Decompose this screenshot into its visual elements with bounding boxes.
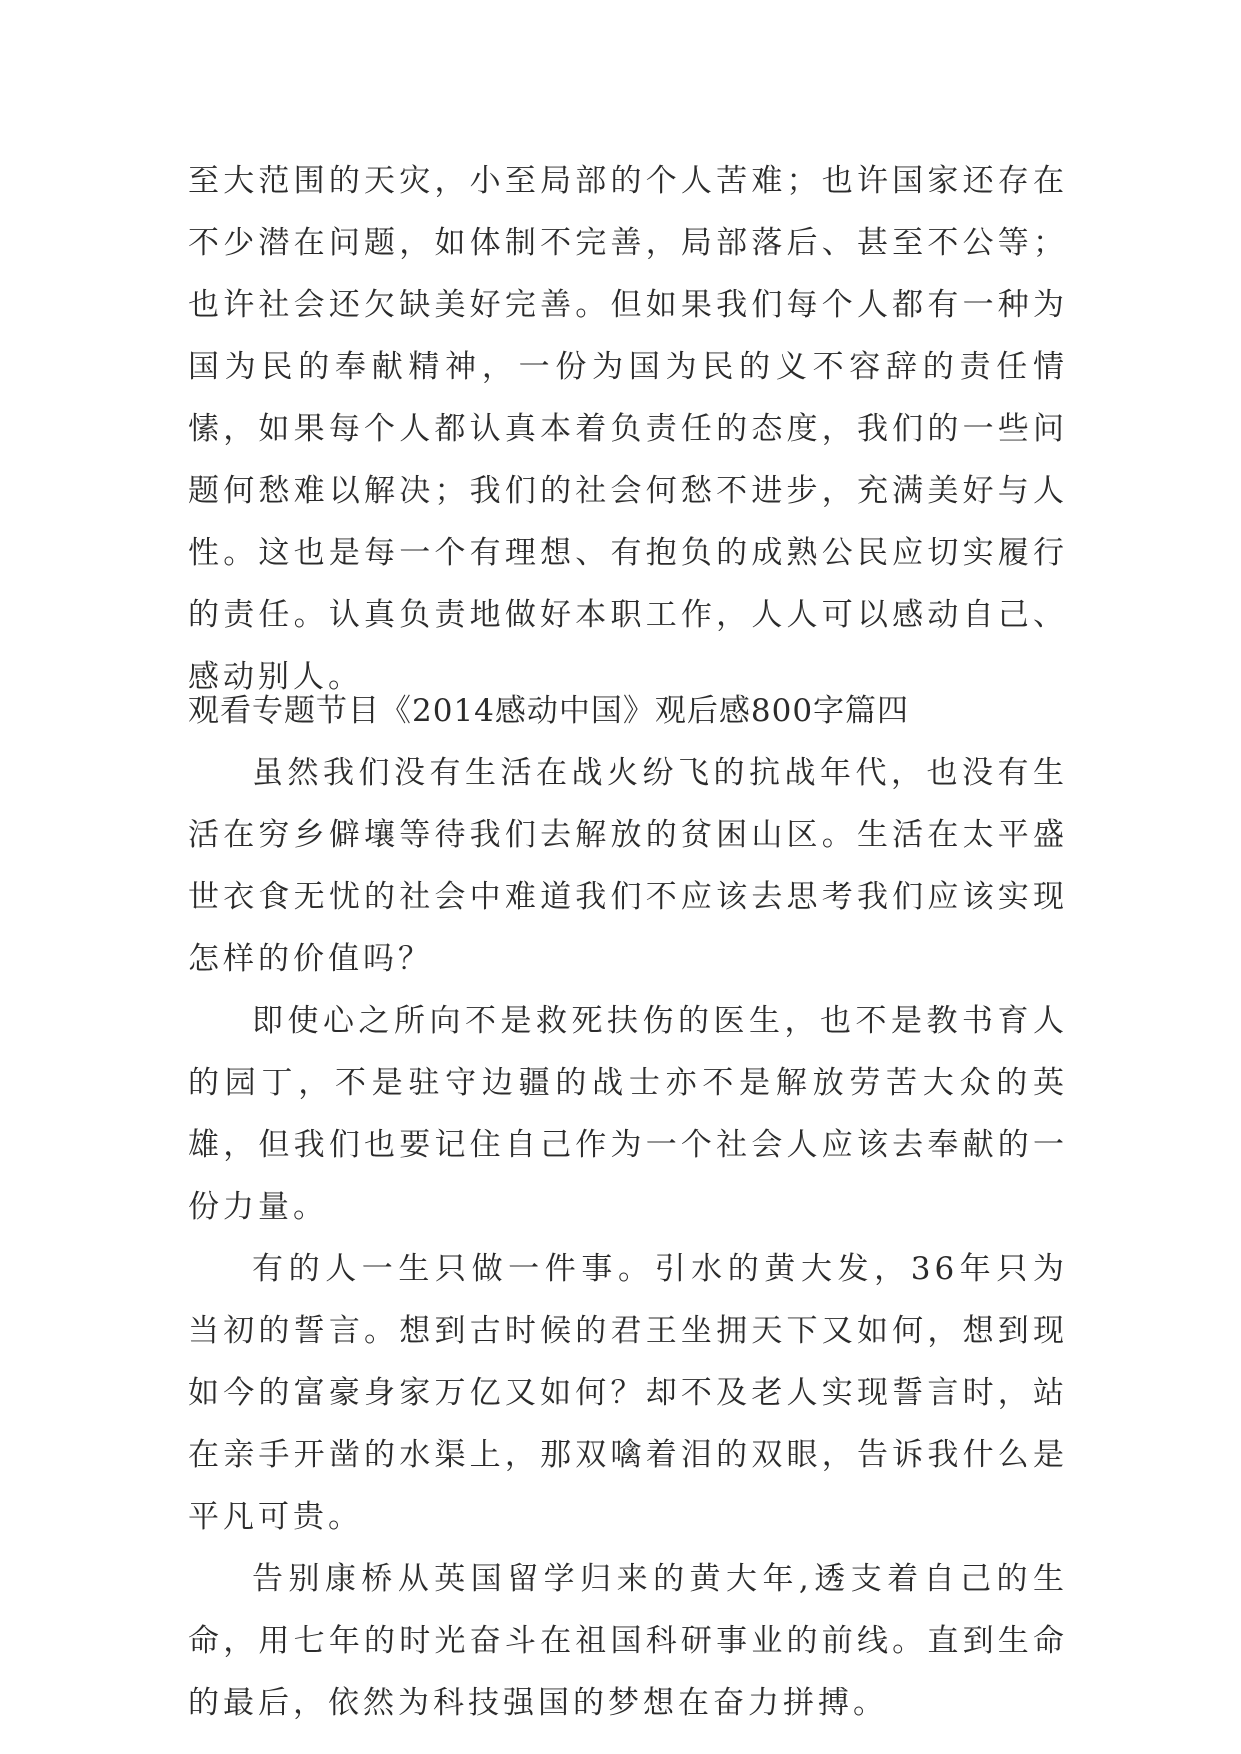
essay-section <box>188 680 1068 1734</box>
paragraph-1: 虽然我们没有生活在战火纷飞的抗战年代，也没有生活在穷乡僻壤等待我们去解放的贫困山区。生活在太平盛世衣食无忧的社会中难道我们不应该去思考我们应该实现怎样的价值吗？ <box>188 755 1068 977</box>
intro-paragraph: 至大范围的天灾，小至局部的个人苦难；也许国家还存在不少潜在问题，如体制不完善，局部落后、甚至不公等；也许社会还欠缺美好完善。但如果我们每个人都有一种为国为民的奉献精神，一份为国为民的义不容辞的责任情愫，如果每个人都认真本着负责任的态度，我们的一些问题何愁难以解决；我们的社会何愁不进步，充满美好与人性。这也是每一个有理想、有抱负的成熟公民应切实履行的责任。认真负责地做好本职工作，人人可以感动自己、感动别人。 <box>188 163 1068 695</box>
paragraph-3: 有的人一生只做一件事。引水的黄大发，36年只为当初的誓言。想到古时候的君王坐拥天下又如何，想到现如今的富豪身家万亿又如何？却不及老人实现誓言时，站在亲手开凿的水渠上，那双噙着泪的双眼，告诉我什么是平凡可贵。 <box>188 1251 1068 1535</box>
paragraph-2: 即使心之所向不是救死扶伤的医生，也不是教书育人的园丁，不是驻守边疆的战士亦不是解放劳苦大众的英雄，但我们也要记住自己作为一个社会人应该去奉献的一份力量。 <box>188 1003 1068 1225</box>
paragraph-4: 告别康桥从英国留学归来的黄大年,透支着自己的生命，用七年的时光奋斗在祖国科研事业的前线。直到生命的最后，依然为科技强国的梦想在奋力拼搏。 <box>188 1561 1068 1721</box>
section-heading: 观看专题节目《2014感动中国》观后感800字篇四 <box>188 693 910 729</box>
